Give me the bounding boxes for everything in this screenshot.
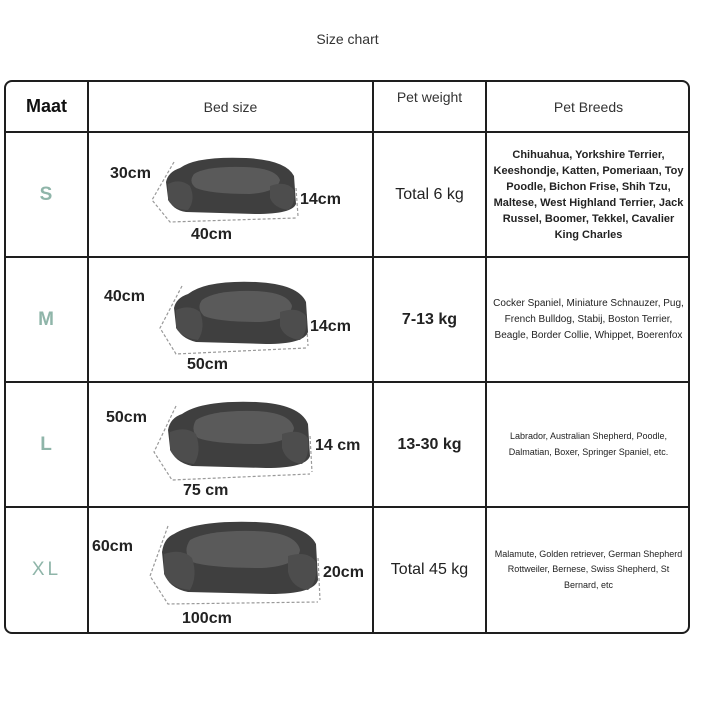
pet-weight-l: 13-30 kg xyxy=(397,435,462,453)
size-chart-table xyxy=(4,80,690,634)
depth-dimension: 60cm xyxy=(92,538,133,555)
size-label-l: L xyxy=(40,433,53,455)
page-title: Size chart xyxy=(316,31,379,47)
width-dimension: 75 cm xyxy=(183,482,229,499)
depth-dimension: 50cm xyxy=(106,409,147,426)
pet-breeds-l: Labrador, Australian Shepherd, Poodle, Dalmatian, Boxer, Springer Spaniel, etc. xyxy=(508,431,669,457)
height-dimension: 14 cm xyxy=(315,437,361,454)
header-pet-breeds: Pet Breeds xyxy=(553,98,624,115)
pet-bed-image xyxy=(152,396,320,488)
width-dimension: 100cm xyxy=(182,610,232,627)
header-pet-weight: Pet weight xyxy=(396,89,463,105)
pet-weight-s: Total 6 kg xyxy=(395,185,464,203)
pet-bed-image xyxy=(146,152,306,232)
width-dimension: 50cm xyxy=(187,356,228,373)
width-dimension: 40cm xyxy=(191,226,232,243)
header-bed-size: Bed size xyxy=(203,98,258,115)
pet-bed-image xyxy=(156,276,316,362)
pet-breeds-s: Chihuahua, Yorkshire Terrier, Keeshondje, Katten, Pomeriaan, Toy Poodle, Bichon Frise, Shih Tzu, Maltese, West Highland Terrier, Jack Russel, Boomer, Tekkel, Cavalier King Charles xyxy=(493,148,684,241)
size-label-xl: XL xyxy=(31,559,62,580)
pet-weight-xl: Total 45 kg xyxy=(390,561,469,578)
height-dimension: 14cm xyxy=(310,318,351,335)
pet-weight-m: 7-13 kg xyxy=(401,310,458,328)
size-label-s: S xyxy=(39,183,54,205)
column-divider xyxy=(87,82,89,632)
pet-breeds-m: Cocker Spaniel, Miniature Schnauzer, Pug, French Bulldog, Stabij, Boston Terrier, Beagle, Border Collie, Whippet, Boerenfox xyxy=(493,297,684,341)
height-dimension: 14cm xyxy=(300,191,341,208)
depth-dimension: 30cm xyxy=(110,165,151,182)
pet-breeds-xl: Malamute, Golden retriever, German Shepherd Rottweiler, Bernese, Swiss Shepherd, St Bernard, etc xyxy=(494,548,683,590)
pet-bed-image xyxy=(146,518,326,612)
depth-dimension: 40cm xyxy=(104,288,145,305)
header-size: Maat xyxy=(25,96,67,116)
height-dimension: 20cm xyxy=(323,564,364,581)
size-label-m: M xyxy=(38,308,55,330)
